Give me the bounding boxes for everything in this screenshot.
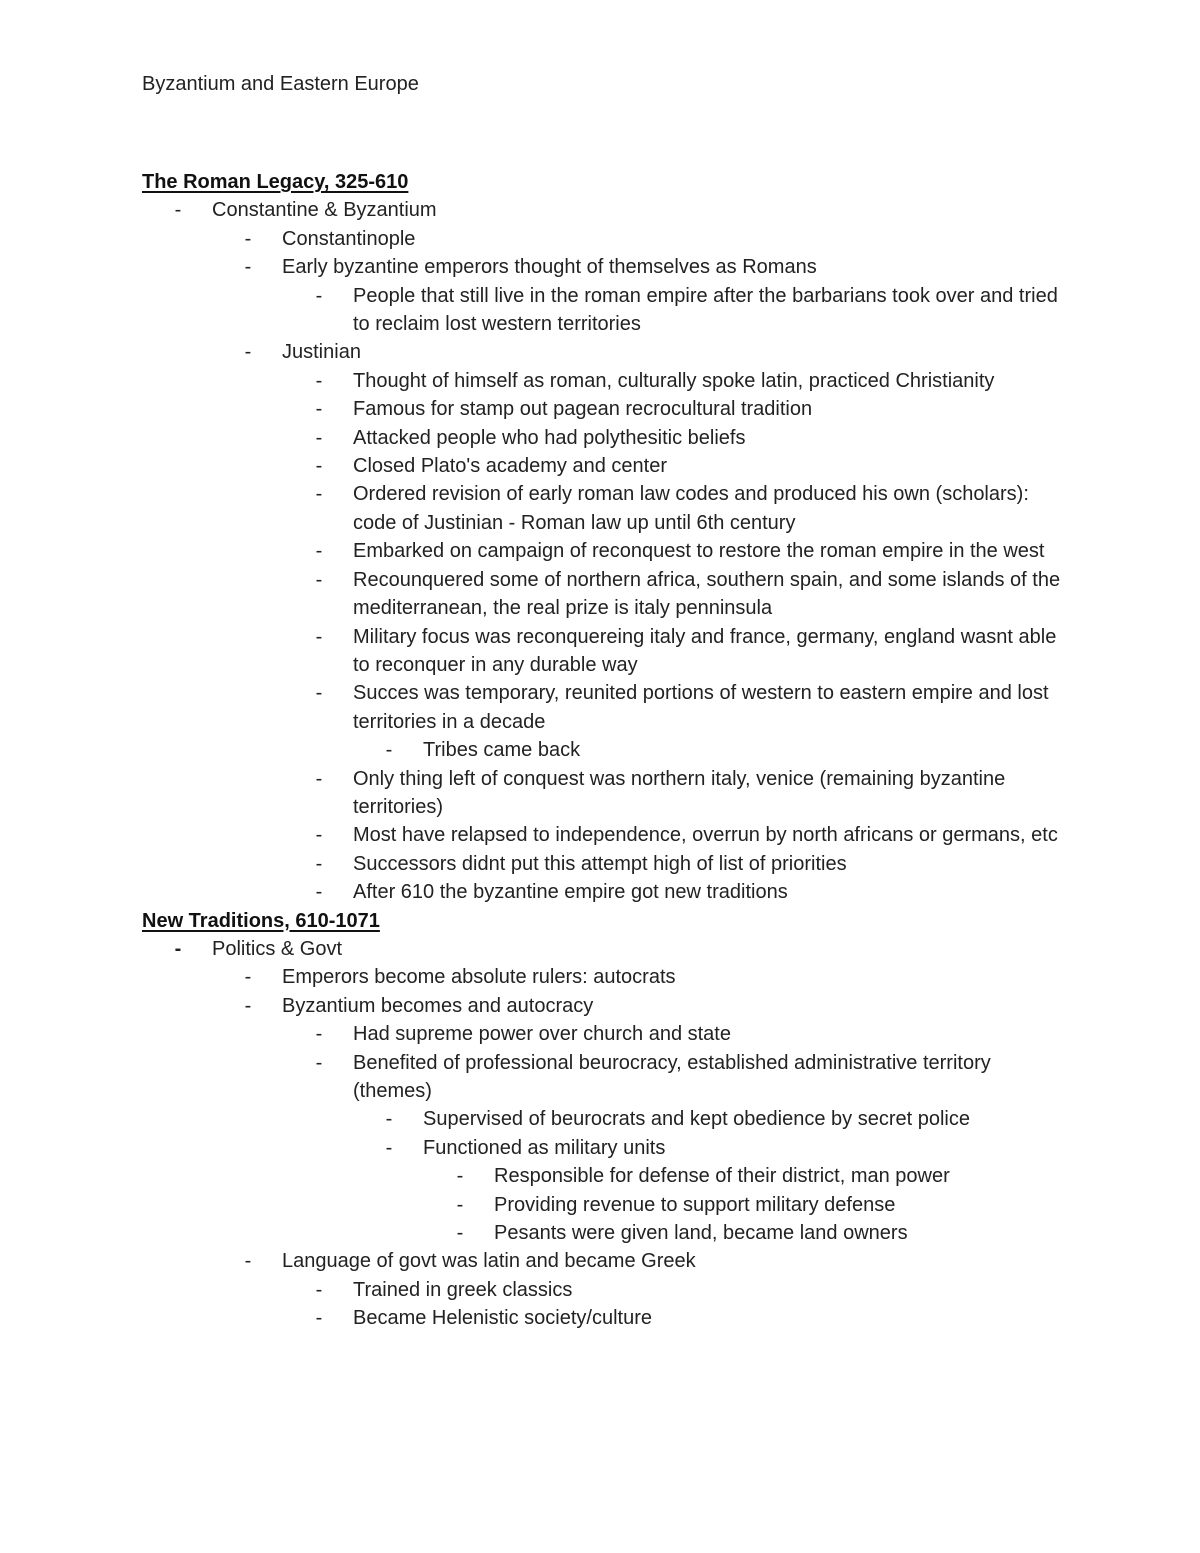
document-title: Byzantium and Eastern Europe [142,73,419,95]
bullet-dash: - [315,568,323,591]
section-list [142,196,1072,906]
list-item [142,1191,1072,1219]
bullet-dash: - [244,227,252,250]
bullet-dash: - [244,994,252,1017]
list-item [142,338,1072,366]
list-item [142,935,1072,963]
section-heading: The Roman Legacy, 325-610 [142,171,409,193]
bullet-dash: - [385,1136,393,1159]
list-item [142,1020,1072,1048]
list-item-text: People that still live in the roman empire after the barbarians took over and tried to reclaim lost western territories [353,284,1058,336]
list-item-text: Famous for stamp out pagean recrocultural tradition [353,398,813,421]
list-item-text: Only thing left of conquest was northern italy, venice (remaining byzantine territories) [353,767,1006,818]
bullet-dash: - [315,1307,323,1330]
bullet-dash: - [315,1023,323,1046]
list-item [142,821,1072,849]
list-item-text: Benefited of professional beurocracy, established administrative territory (themes) [353,1051,991,1102]
list-item-text: Providing revenue to support military defense [494,1193,896,1216]
bullet-dash: - [315,625,323,648]
list-item-text: After 610 the byzantine empire got new traditions [353,881,788,904]
notes-outline [142,168,1072,1333]
list-item-text: Constantinople [282,227,416,250]
list-item [142,623,1072,680]
list-item-text: Recounquered some of northern africa, southern spain, and some islands of the mediterranean, the real prize is italy penninsula [353,568,1061,620]
list-item-text: Responsible for defense of their district, man power [494,1165,950,1188]
list-item [142,480,1072,537]
bullet-dash: - [315,284,323,307]
list-item-text: Politics & Govt [212,937,343,960]
list-item-text: Military focus was reconquereing italy and france, germany, england wasnt able to reconquer in any durable way [353,625,1057,676]
list-item-text: Early byzantine emperors thought of themselves as Romans [282,256,817,279]
bullet-dash: - [315,881,323,904]
list-item-text: Ordered revision of early roman law codes and produced his own (scholars): code of Justinian - Roman law up until 6th century [353,483,1029,534]
list-item-text: Had supreme power over church and state [353,1023,731,1046]
bullet-dash: - [315,483,323,506]
list-item [142,1162,1072,1190]
list-item [142,1049,1072,1106]
list-item-text: Constantine & Byzantium [212,199,437,222]
list-item-text: Language of govt was latin and became Greek [282,1250,696,1273]
list-item [142,1219,1072,1247]
list-item [142,992,1072,1020]
list-item [142,736,1072,764]
list-item [142,253,1072,281]
list-item [142,1105,1072,1133]
list-item [142,537,1072,565]
list-item-text: Most have relapsed to independence, overrun by north africans or germans, etc [353,824,1058,847]
bullet-dash: - [315,398,323,421]
bullet-dash: - [315,455,323,478]
list-item [142,1134,1072,1162]
list-item [142,878,1072,906]
bullet-dash: - [456,1165,464,1188]
bullet-dash: - [244,341,252,364]
bullet-dash: - [315,369,323,392]
list-item [142,850,1072,878]
list-item [142,566,1072,623]
section-heading: New Traditions, 610-1071 [142,909,380,932]
list-item-text: Tribes came back [423,739,581,762]
bullet-dash: - [456,1193,464,1216]
bullet-dash: - [315,852,323,875]
list-item [142,1247,1072,1275]
bullet-dash: - [315,767,323,790]
list-item-text: Thought of himself as roman, culturally spoke latin, practiced Christianity [353,369,995,392]
bullet-dash: - [315,1278,323,1301]
bullet-dash: - [244,256,252,279]
bullet-dash: - [315,824,323,847]
list-item [142,1304,1072,1332]
list-item [142,765,1072,822]
list-item [142,395,1072,423]
list-item-text: Succes was temporary, reunited portions of western to eastern empire and lost territories in a decade [353,682,1049,733]
list-item [142,282,1072,339]
section-list [142,935,1072,1333]
list-item-text: Emperors become absolute rulers: autocrats [282,966,676,989]
list-item-text: Functioned as military units [423,1136,666,1159]
list-item-text: Trained in greek classics [353,1278,573,1301]
bullet-dash: - [385,739,393,762]
list-item [142,367,1072,395]
bullet-dash: - [315,682,323,705]
bullet-dash: - [315,1051,323,1074]
list-item-text: Justinian [282,341,361,364]
list-item [142,225,1072,253]
list-item [142,452,1072,480]
bullet-dash: - [244,966,252,989]
list-item-text: Attacked people who had polythesitic beliefs [353,426,746,449]
bullet-dash: - [174,937,182,960]
list-item [142,1276,1072,1304]
list-item-text: Supervised of beurocrats and kept obedience by secret police [423,1108,971,1131]
list-item-text: Successors didnt put this attempt high of list of priorities [353,852,847,875]
list-item-text: Became Helenistic society/culture [353,1307,653,1330]
bullet-dash: - [315,540,323,563]
list-item [142,679,1072,736]
list-item-text: Closed Plato's academy and center [353,455,667,478]
list-item [142,963,1072,991]
list-item-text: Pesants were given land, became land owners [494,1222,908,1245]
bullet-dash: - [456,1222,464,1245]
bullet-dash: - [385,1108,393,1131]
list-item-text: Byzantium becomes and autocracy [282,994,594,1017]
bullet-dash: - [174,199,182,222]
bullet-dash: - [244,1250,252,1273]
bullet-dash: - [315,426,323,449]
list-item [142,424,1072,452]
list-item-text: Embarked on campaign of reconquest to restore the roman empire in the west [353,540,1045,563]
list-item [142,196,1072,224]
